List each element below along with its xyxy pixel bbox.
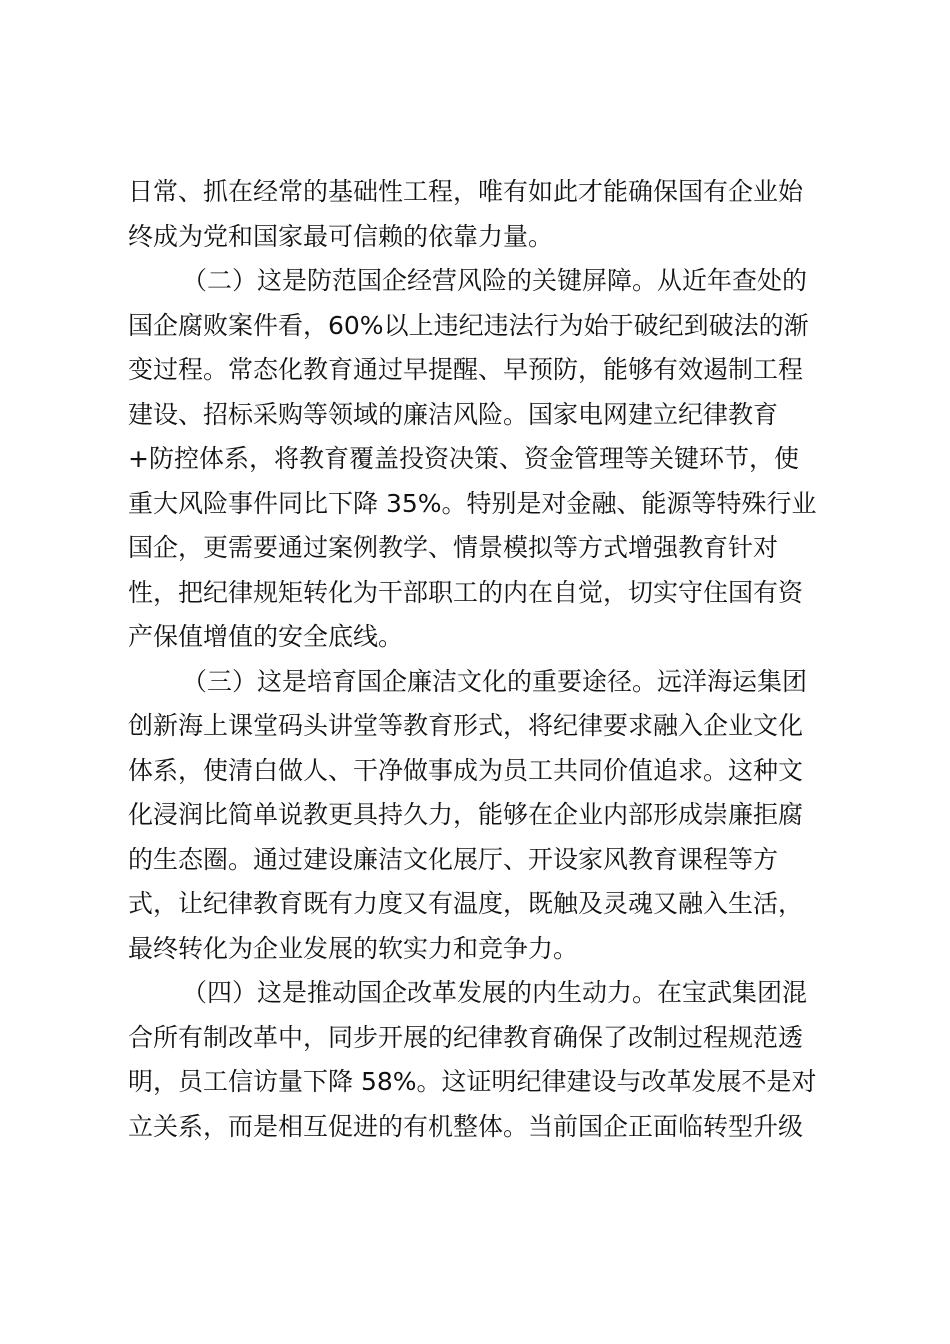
text-line: 产保值增值的安全底线。 [128, 622, 404, 651]
text-line: 化浸润比简单说教更具持久力，能够在企业内部形成崇廉拒腐 [128, 800, 804, 829]
paragraph-heading-4: （四）这是推动国企改革发展的内生动力。在宝武集团混 [182, 978, 808, 1007]
text-line: 最终转化为企业发展的软实力和竞争力。 [128, 933, 579, 963]
body-text [128, 170, 828, 1149]
text-line: 建设、招标采购等领域的廉洁风险。国家电网建立纪律教育 [128, 399, 779, 429]
text-line: +防控体系，将教育覆盖投资决策、资金管理等关键环节，使 [128, 444, 799, 473]
text-line: 合所有制改革中，同步开展的纪律教育确保了改制过程规范透 [128, 1022, 804, 1052]
text-line: 重大风险事件同比下降 35%。特别是对金融、能源等特殊行业 [128, 488, 817, 518]
text-line: 创新海上课堂码头讲堂等教育形式，将纪律要求融入企业文化 [128, 711, 804, 740]
text-line: 式，让纪律教育既有力度又有温度，既触及灵魂又融入生活， [128, 889, 804, 918]
text-line: 立关系，而是相互促进的有机整体。当前国企正面临转型升级 [128, 1111, 804, 1141]
text-line: 的生态圈。通过建设廉洁文化展厅、开设家风教育课程等方 [128, 844, 779, 874]
text-line: 明，员工信访量下降 58%。这证明纪律建设与改革发展不是对 [128, 1067, 817, 1096]
text-line: 国企腐败案件看，60%以上违纪违法行为始于破纪到破法的渐 [128, 310, 809, 340]
text-line: 日常、抓在经常的基础性工程，唯有如此才能确保国有企业始 [128, 177, 804, 206]
paragraph-heading-3: （三）这是培育国企廉洁文化的重要途径。远洋海运集团 [182, 666, 808, 696]
paragraph-heading-2: （二）这是防范国企经营风险的关键屏障。从近年查处的 [182, 266, 808, 295]
text-line: 变过程。常态化教育通过早提醒、早预防，能够有效遏制工程 [128, 355, 804, 384]
text-line: 国企，更需要通过案例教学、情景模拟等方式增强教育针对 [128, 533, 779, 562]
text-line: 体系，使清白做人、干净做事成为员工共同价值追求。这种文 [128, 755, 804, 785]
text-line: 终成为党和国家最可信赖的依靠力量。 [128, 221, 554, 251]
text-line: 性，把纪律规矩转化为干部职工的内在自觉，切实守住国有资 [128, 577, 804, 607]
